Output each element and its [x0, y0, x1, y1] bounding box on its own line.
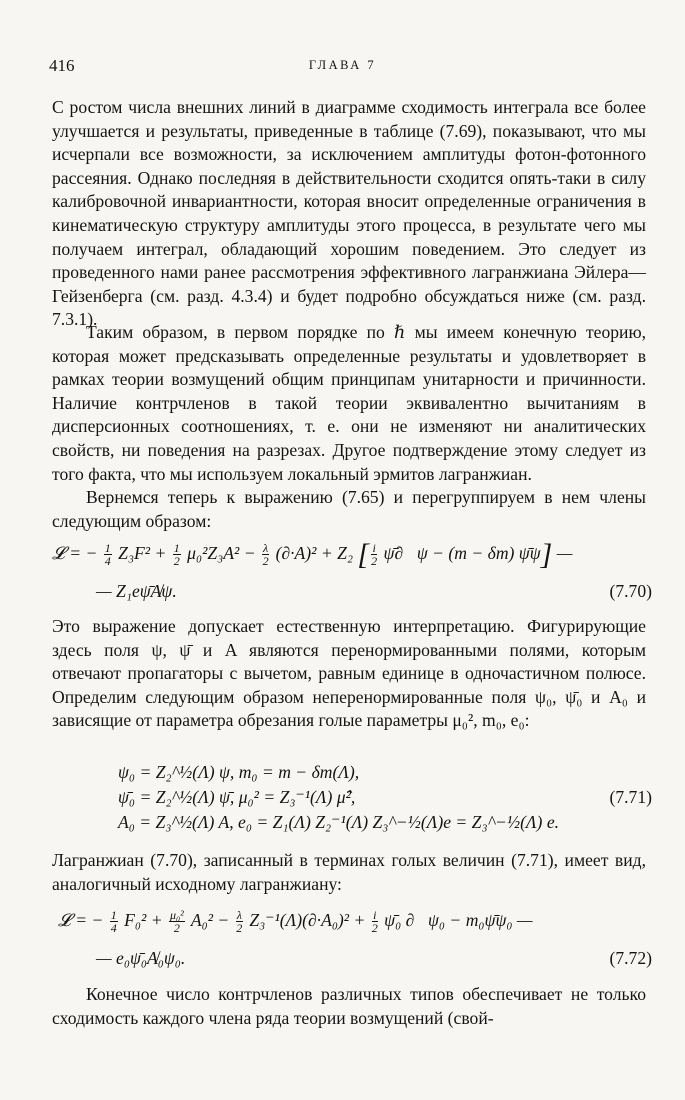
paragraph-4: Это выражение допускает естественную интерпретацию. Фигурирующие здесь поля ψ, ψ̄ и A являются перенормированными полями, которым отвечают пропагаторы с вычетом, равным единице в одночастичном полюсе. Определим следующим образом неперенормированные поля ψ₀, ψ̄₀ и A₀ и зависящие от параметра обрезания голые параметры μ₀², m₀, e₀: [52, 616, 646, 731]
paragraph-6: Конечное число контрчленов различных типов обеспечивает не только сходимость каждого члена ряда теории возмущений (свой- [52, 984, 646, 1028]
equation-7-70-line-1: 𝓛 = − $\frac{1}{4}$ Z₃F² + $\frac{1}{2}$ μ₀²Z₃A² − $\frac{\lambda}{2}$ (∂·A)² + Z₂ [ $\frac{i}{2}$ ψ̄∂⃡ψ − (m − δm) ψ̄ψ] — [52, 537, 573, 571]
equation-number-7-72: (7.72) [609, 948, 652, 968]
equation-7-71-line-3: A₀ = Z₃^½(Λ) A, e₀ = Z₁(Λ) Z₂⁻¹(Λ) Z₃^−½(Λ)e = Z₃^−½(Λ) e. [118, 812, 560, 832]
equation-number-7-70: (7.70) [609, 581, 652, 601]
equation-7-71-line-1: ψ₀ = Z₂^½(Λ) ψ, m₀ = m − δm(Λ), [118, 762, 360, 782]
equation-7-70 [52, 538, 652, 610]
paragraph-3: Вернемся теперь к выражению (7.65) и перегруппируем в нем члены следующим образом: [52, 487, 646, 531]
equation-7-72-line-1: 𝓛 = − $\frac{1}{4}$ F₀² + $\frac{\text{μ₀²}}{2}$ A₀² − $\frac{\lambda}{2}$ Z₃⁻¹(Λ)(∂·A₀)² + $\frac{i}{2}$ ψ̄₀ ∂⃡ψ₀ − m₀ψ̄ψ₀ — [58, 908, 533, 936]
paragraph-1: С ростом числа внешних линий в диаграмме сходимость интеграла все более улучшается и результаты, приведенные в таблице (7.69), показывают, что мы исчерпали все возможности, за исключением амплитуды фотон-фотонного рассеяния. Однако последняя в действительности сходится опять-таки в силу калибровочной инвариантности, которая вносит определенные ограничения в кинематическую структуру амплитуды этого процесса, в результате чего мы получаем интеграл, обладающий хорошим поведением. Это следует из проведенного нами ранее рассмотрения эффективного лагранжиана Эйлера—Гейзенберга (см. разд. 4.3.4) и будет подробно обсуждаться ниже (см. разд. 7.3.1). [52, 97, 646, 330]
equation-7-72-line-2: — e₀ψ̄₀A̸₀ψ₀. [96, 948, 186, 968]
equation-7-70-line-2: — Z₁eψ̄A̸ψ. [96, 581, 177, 601]
paragraph-5: Лагранжиан (7.70), записанный в терминах голых величин (7.71), имеет вид, аналогичный исходному лагранжиану: [52, 850, 646, 894]
equation-7-71 [52, 761, 652, 839]
equation-7-71-line-2: ψ̄₀ = Z₂^½(Λ) ψ̄, μ₀² = Z₃⁻¹(Λ) μ̂², [118, 787, 356, 807]
paragraph-2: Таким образом, в первом порядке по ℏ мы имеем конечную теорию, которая может предсказывать определенные результаты и удовлетворяет в рамках теории возмущений общим принципам унитарности и причинности. Наличие контрчленов в такой теории эквивалентно вычитаниям в дисперсионных соотношениях, т. е. они не изменяют ни аналитических свойств, ни поведения на разрезах. Другое подтверждение этому следует из того факта, что мы используем локальный эрмитов лагранжиан. [52, 322, 646, 484]
chapter-title: ГЛАВА 7 [308, 58, 377, 72]
equation-7-72 [52, 905, 652, 977]
equation-number-7-71: (7.71) [609, 787, 652, 807]
page-number: 416 [49, 56, 75, 75]
running-head [0, 56, 685, 82]
